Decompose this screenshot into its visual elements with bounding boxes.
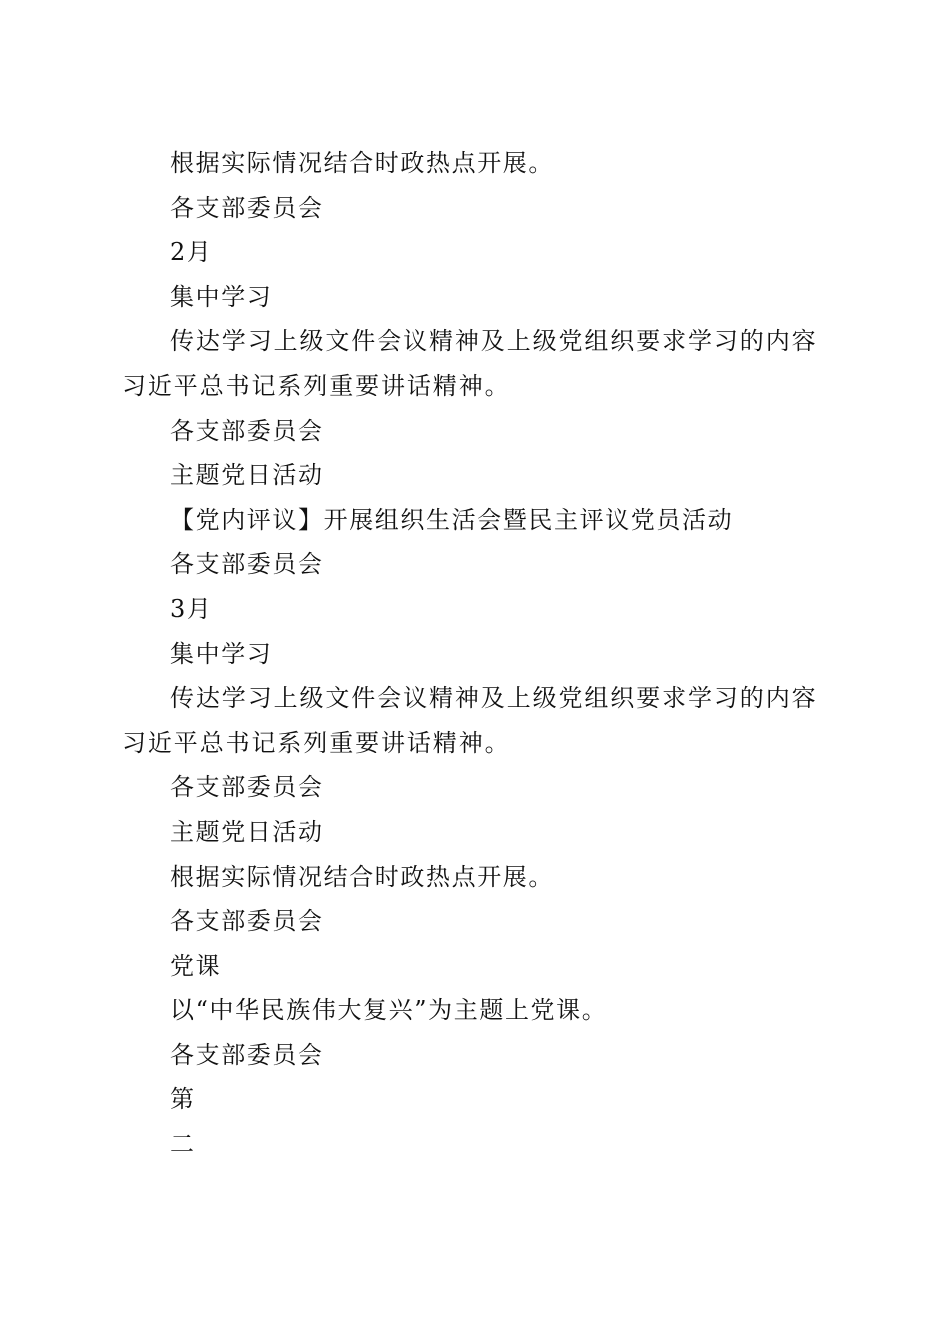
paragraph-activity-type: 党课	[170, 951, 222, 980]
paragraph-responsible-unit: 各支部委员会	[170, 193, 324, 222]
paragraph-fragment: 二	[170, 1130, 196, 1159]
paragraph-study-content: 传达学习上级文件会议精神及上级党组织要求学习的内容习近平总书记系列重要讲话精神。	[122, 327, 818, 400]
paragraph-responsible-unit: 各支部委员会	[170, 1040, 324, 1069]
paragraph-party-review: 【党内评议】开展组织生活会暨民主评议党员活动	[170, 505, 734, 534]
document-body	[122, 141, 832, 1167]
paragraph-activity-type: 主题党日活动	[170, 817, 324, 846]
paragraph-activity-type: 集中学习	[170, 282, 273, 311]
paragraph-topical-activity: 根据实际情况结合时政热点开展。	[170, 862, 554, 891]
paragraph-study-content: 传达学习上级文件会议精神及上级党组织要求学习的内容习近平总书记系列重要讲话精神。	[122, 684, 818, 757]
paragraph-month: 2月	[170, 238, 213, 267]
paragraph-responsible-unit: 各支部委员会	[170, 907, 324, 936]
paragraph-month: 3月	[170, 594, 213, 623]
paragraph-party-lesson: 以“中华民族伟大复兴”为主题上党课。	[170, 996, 608, 1025]
paragraph-responsible-unit: 各支部委员会	[170, 416, 324, 445]
paragraph-fragment: 第	[170, 1085, 196, 1114]
paragraph-responsible-unit: 各支部委员会	[170, 773, 324, 802]
paragraph-activity-type: 主题党日活动	[170, 461, 324, 490]
paragraph-topical-activity: 根据实际情况结合时政热点开展。	[170, 149, 554, 177]
paragraph-activity-type: 集中学习	[170, 639, 273, 668]
paragraph-responsible-unit: 各支部委员会	[170, 550, 324, 579]
